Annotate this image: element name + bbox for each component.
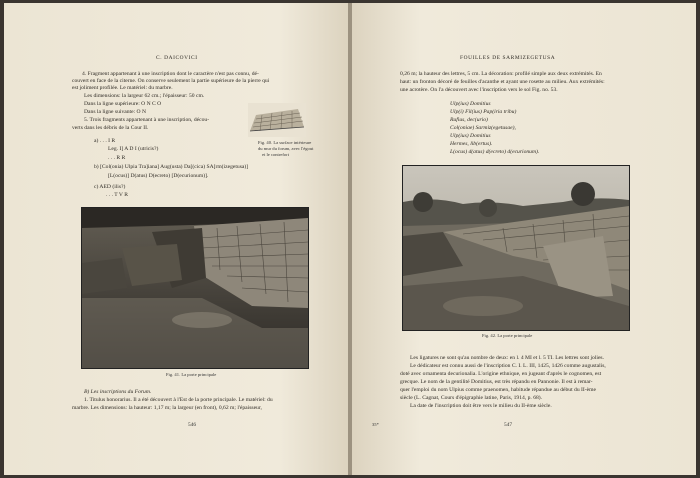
right-body-line: une acrotère. On l'a découvert avec l'inscription vers le sol Fig. no. 53. — [400, 87, 558, 93]
inscription-line: Hermes, lib(ertus). — [450, 141, 493, 147]
porte-principale-photo-2 — [402, 165, 630, 331]
small-figure-caption-line: du mur du forum, avec l'égout — [258, 146, 314, 151]
left-body-line: couvert en face de la citerne. On conserve seulement la partie supérieure de la pierre qui — [72, 78, 270, 84]
left-body-line: Dans la ligne suivante: O N — [84, 109, 146, 115]
right-page-number: 547 — [504, 422, 513, 428]
inscription-line: b) [Col(onia) Ulpia Tra]iana] Aug(usta) Da[(cica) SA[rm(izegetusa)] — [94, 164, 249, 170]
left-running-header: C. DAICOVICI — [156, 55, 198, 61]
left-body-line: 4. Fragment appartenant à une inscription dont le caractère n'est pas connu, dé- — [82, 71, 259, 77]
right-body-line: grecque. Le nom de la gentilité Domitius, est très répandu en Pannonie. Il est à remar- — [400, 379, 593, 385]
left-body-line: B) Les inscriptions du Forum. — [84, 389, 152, 395]
left-body-line: est joliment profilée. Le matériel: du marbre. — [72, 85, 173, 91]
inscription-line: [L(ocus)] D(atus) D(ecreto) [D(ecurionum)]. — [108, 173, 209, 179]
left-figure-caption: Fig. 41. La porte principale — [166, 372, 217, 377]
inscription-line: Ulp(ius) Domitius — [450, 101, 491, 107]
inscription-line: . . . R R — [108, 155, 126, 161]
left-body-line: Les dimensions: la largeur 62 cm.; l'épaisseur: 50 cm. — [84, 93, 205, 99]
left-body-line: Dans la ligne supérieure: O N C O — [84, 101, 162, 107]
left-page-number: 546 — [188, 422, 197, 428]
right-body-line: quer l'emploi du nom Ulpius comme praenomen, habitude répandue au début du II-ème — [400, 387, 596, 393]
inscription-line: Leg. I] A D I (utricis?) — [108, 146, 159, 152]
right-body-line: 0,26 m; la hauteur des lettres, 5 cm. La décoration: profilé simple aux deux extrémités. En — [400, 71, 602, 77]
right-body-line: doté avec ornamenta decurionalia. L'origine ethnique, en jugeant d'après le cognomen, est — [400, 371, 602, 377]
signature-mark: 35* — [372, 422, 379, 427]
inscription-line: Ulp(i) Fil(ius) Pap(iria tribu) — [450, 109, 517, 115]
inscription-line: Col(oniae) Sarmiz(egetusae), — [450, 125, 516, 131]
right-body-line: haut: un fronton décoré de feuilles d'acanthe et ayant une rosette au milieu. Aux extrémités: — [400, 79, 605, 85]
small-figure-caption-line: Fig. 40. La surface intérieure — [258, 140, 312, 145]
small-figure-caption-line: et le contrefort — [262, 152, 290, 157]
inscription-line: Rufius, dec(urio) — [450, 117, 488, 123]
left-body-line: 1. Titulus honorarius. Il a été découvert à l'Est de la porte principale. Le matériel: du — [84, 397, 273, 403]
right-body-line: La date de l'inscription doit être vers le milieu du II-ème siècle. — [410, 403, 552, 409]
inscription-line: c) AED (ilis?) — [94, 184, 126, 190]
left-body-line: verts dans les débris de la Cour II. — [72, 125, 149, 131]
inscription-line: Ulp(ius) Domitius — [450, 133, 491, 139]
left-page — [4, 3, 348, 475]
inscription-line: . . . T V R — [106, 192, 128, 198]
right-body-line: siècle (L. Cagnat, Cours d'épigraphie latine, Paris, 1914, p. 68). — [400, 395, 543, 401]
left-body-line: 5. Trois fragments appartenant à une inscription, décou- — [84, 117, 210, 123]
right-body-line: Le dédicateur est connu aussi de l'inscription C. I. L. III, 1425, 1426 comme augustalis, — [410, 363, 606, 369]
porte-principale-photo — [81, 207, 309, 369]
right-running-header: FOUILLES DE SARMIZEGETUSA — [460, 55, 556, 61]
right-page — [352, 3, 696, 475]
left-body-line: marbre. Les dimensions: la hauteur: 1,17 m; la largeur (en front), 0,62 m; l'épaisseur, — [72, 405, 262, 411]
right-body-line: Les ligatures ne sont qu'au nombre de deux: en l. 4 MI et l. 5 TI. Les lettres sont jolies. — [410, 355, 605, 361]
inscription-line: a) . . . I R — [94, 138, 116, 144]
book-spread — [4, 3, 696, 475]
wall-sketch-figure — [248, 103, 306, 137]
inscription-line: L(ocus) d(atus) d(ecreto) d(ecurionum). — [450, 149, 540, 155]
right-figure-caption: Fig. 42. La porte principale — [482, 333, 533, 338]
